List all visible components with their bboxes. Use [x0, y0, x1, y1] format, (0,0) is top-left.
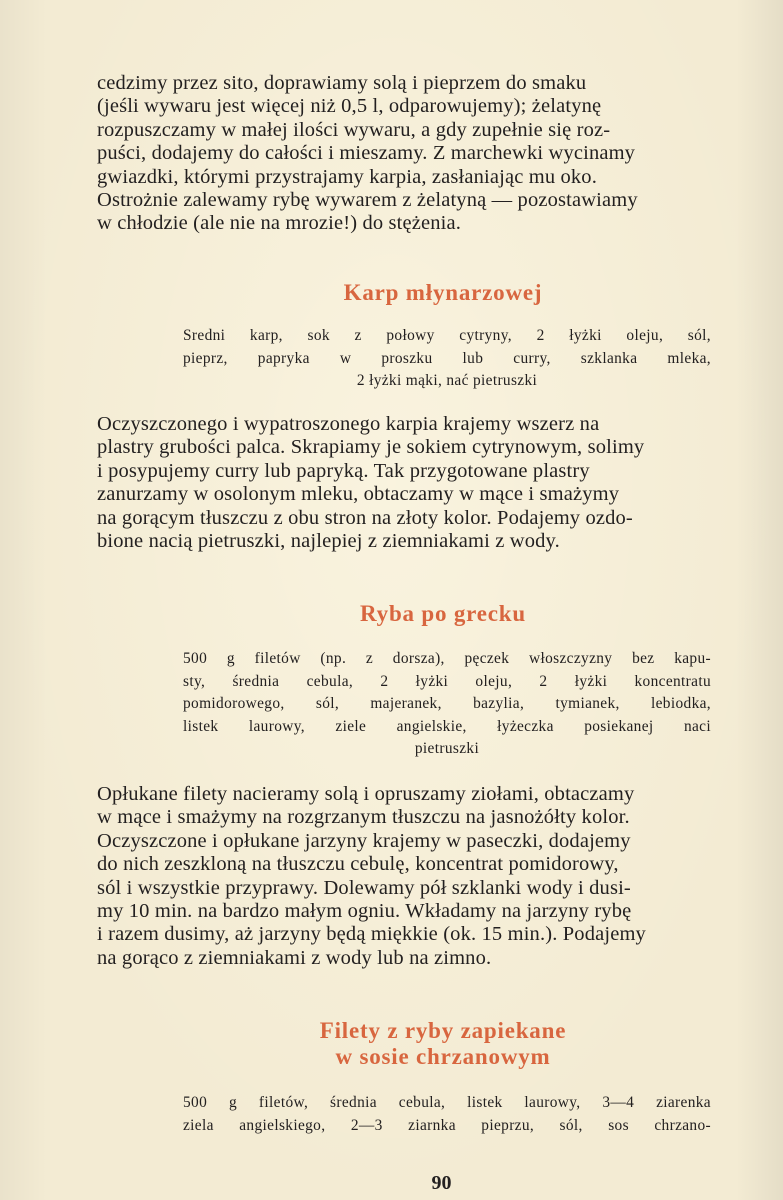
recipe-method — [97, 783, 783, 970]
recipe-ingredients — [183, 648, 711, 761]
intro-line: gwiazdki, którymi przystrajamy karpia, zasłaniając mu oko. — [97, 165, 597, 188]
ingredients-line: pietruszki — [414, 740, 480, 758]
method-line: do nich zeszkloną na tłuszczu cebulę, koncentrat pomidorowy, — [97, 853, 619, 876]
recipe-title-line: w sosie chrzanowym — [335, 1044, 551, 1069]
recipe-title-line: Ryba po grecku — [360, 601, 526, 626]
method-line: plastry grubości palca. Skrapiamy je sokiem cytrynowym, solimy — [97, 436, 645, 459]
recipe-ingredients — [183, 325, 711, 393]
ingredients-line: Sredni karp, sok z połowy cytryny, 2 łyżki oleju, sól, — [183, 327, 711, 344]
method-line: Oczyszczonego i wypatroszonego karpia krajemy wszerz na — [97, 413, 600, 435]
ingredients-line: sty, średnia cebula, 2 łyżki oleju, 2 łyżki koncentratu — [183, 672, 711, 690]
ingredients-line: ziela angielskiego, 2—3 ziarnka pieprzu, sól, sos chrzano- — [183, 1116, 711, 1134]
method-line: Oczyszczone i opłukane jarzyny krajemy w paseczki, dodajemy — [97, 829, 631, 852]
method-line: zanurzamy w osolonym mleku, obtaczamy w mące i smażymy — [97, 483, 620, 506]
ingredients-line: pomidorowego, sól, majeranek, bazylia, tymianek, lebiodka, — [183, 695, 711, 713]
recipe-title — [97, 1018, 783, 1070]
method-line: bione nacią pietruszki, najlepiej z ziemniakami z wody. — [97, 529, 560, 552]
method-line: na gorąco z ziemniakami z wody lub na zimno. — [97, 946, 492, 969]
method-line: w mące i smażymy na rozgrzanym tłuszczu na jasnożółty kolor. — [97, 806, 630, 829]
method-line: na gorącym tłuszczu z obu stron na złoty kolor. Podajemy ozdo- — [97, 506, 633, 529]
intro-line: puści, dodajemy do całości i mieszamy. Z marchewki wycinamy — [97, 142, 636, 165]
ingredients-line: listek laurowy, ziele angielskie, łyżeczka posiekanej naci — [183, 717, 711, 735]
intro-line: Ostrożnie zalewamy rybę wywarem z żelatyną — pozostawiamy — [97, 188, 638, 211]
intro-line: cedzimy przez sito, doprawiamy solą i pieprzem do smaku — [97, 72, 587, 94]
intro-line: rozpuszczamy w małej ilości wywaru, a gdy zupełnie się roz- — [97, 118, 611, 141]
method-line: Opłukane filety nacieramy solą i opruszamy ziołami, obtaczamy — [97, 783, 635, 805]
ingredients-line: pieprz, papryka w proszku lub curry, szklanka mleka, — [183, 349, 711, 367]
recipe-title — [97, 280, 783, 306]
ingredients-line: 500 g filetów (np. z dorsza), pęczek włoszczyzny bez kapu- — [183, 650, 711, 667]
recipe-method — [97, 413, 783, 553]
page-number: 90 — [431, 1172, 452, 1194]
recipe-title-line: Filety z ryby zapiekane — [319, 1018, 567, 1043]
method-line: i razem dusimy, aż jarzyny będą miękkie (ok. 15 min.). Podajemy — [97, 923, 646, 946]
method-line: sól i wszystkie przyprawy. Dolewamy pół szklanki wody i dusi- — [97, 876, 631, 899]
recipe-title — [97, 601, 783, 627]
ingredients-line: 500 g filetów, średnia cebula, listek laurowy, 3—4 ziarenka — [183, 1094, 711, 1111]
recipe-title-line: Karp młynarzowej — [343, 280, 543, 305]
intro-line: (jeśli wywaru jest więcej niż 0,5 l, odparowujemy); żelatynę — [97, 95, 602, 118]
recipe-ingredients — [183, 1092, 711, 1137]
method-line: i posypujemy curry lub papryką. Tak przygotowane plastry — [97, 459, 590, 482]
ingredients-line: 2 łyżki mąki, nać pietruszki — [356, 372, 538, 390]
intro-line: w chłodzie (ale nie na mrozie!) do stężenia. — [97, 212, 462, 235]
method-line: my 10 min. na bardzo małym ogniu. Wkładamy na jarzyny rybę — [97, 899, 632, 922]
intro-paragraph — [97, 72, 783, 236]
